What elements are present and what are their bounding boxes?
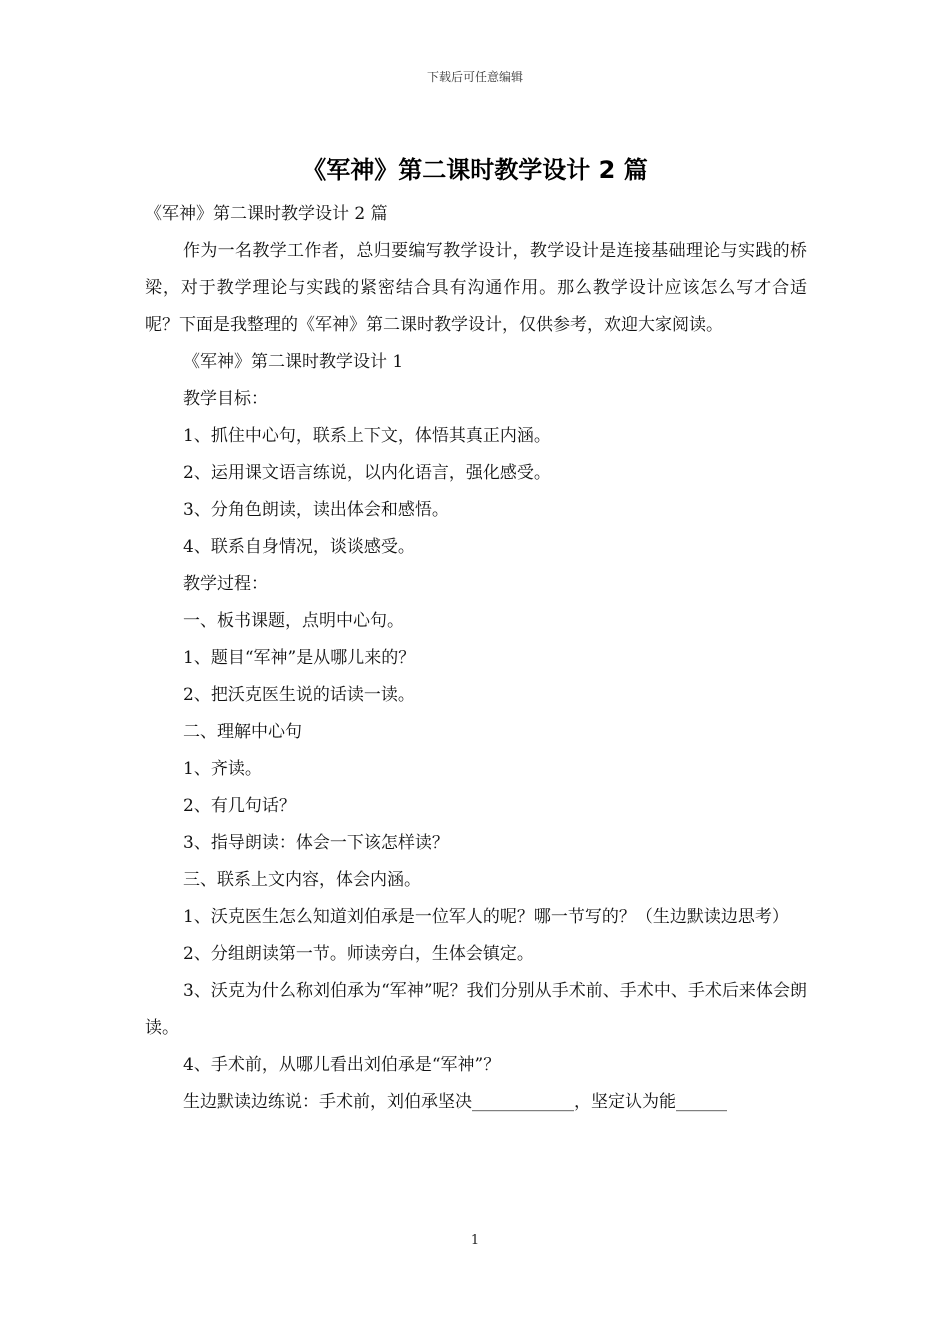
paragraph: 作为一名教学工作者，总归要编写教学设计，教学设计是连接基础理论与实践的桥梁，对于教学理论与实践的紧密结合具有沟通作用。那么教学设计应该怎么写才合适呢？下面是我整理的《军神》第二课时教学设计，仅供参考，欢迎大家阅读。 bbox=[145, 241, 807, 335]
page-number: 1 bbox=[470, 1233, 480, 1248]
paragraph: 1、抓住中心句，联系上下文，体悟其真正内涵。 bbox=[183, 426, 551, 446]
paragraph: 教学过程： bbox=[183, 574, 268, 594]
paragraph: 4、手术前，从哪儿看出刘伯承是“军神”？ bbox=[183, 1055, 501, 1075]
paragraph: 2、有几句话？ bbox=[183, 796, 296, 816]
paragraph: 二、理解中心句 bbox=[183, 722, 302, 742]
paragraph: 3、指导朗读：体会一下该怎样读？ bbox=[183, 833, 449, 853]
header-note: 下载后可任意编辑 bbox=[426, 70, 523, 84]
paragraph: 3、分角色朗读，读出体会和感悟。 bbox=[183, 500, 449, 520]
paragraph: 2、运用课文语言练说，以内化语言，强化感受。 bbox=[183, 463, 551, 483]
paragraph: 《军神》第二课时教学设计 2 篇 bbox=[145, 204, 388, 224]
paragraph: 一、板书课题，点明中心句。 bbox=[183, 611, 404, 631]
paragraph: 1、题目“军神”是从哪儿来的？ bbox=[183, 648, 416, 668]
paragraph: 3、沃克为什么称刘伯承为“军神”呢？我们分别从手术前、手术中、手术后来体会朗读。 bbox=[145, 981, 807, 1038]
document-body bbox=[145, 196, 807, 1121]
paragraph: 《军神》第二课时教学设计 1 bbox=[183, 352, 404, 372]
paragraph: 2、分组朗读第一节。师读旁白，生体会镇定。 bbox=[183, 944, 534, 964]
paragraph: 生边默读边练说：手术前，刘伯承坚决____________，坚定认为能______ bbox=[183, 1092, 727, 1112]
paragraph: 1、齐读。 bbox=[183, 759, 262, 779]
paragraph: 2、把沃克医生说的话读一读。 bbox=[183, 685, 415, 705]
paragraph: 三、联系上文内容，体会内涵。 bbox=[183, 870, 421, 890]
paragraph: 4、联系自身情况，谈谈感受。 bbox=[183, 537, 415, 557]
document-title: 《军神》第二课时教学设计 2 篇 bbox=[302, 156, 648, 184]
paragraph: 1、沃克医生怎么知道刘伯承是一位军人的呢？哪一节写的？（生边默读边思考） bbox=[183, 907, 789, 927]
paragraph: 教学目标： bbox=[183, 389, 268, 409]
